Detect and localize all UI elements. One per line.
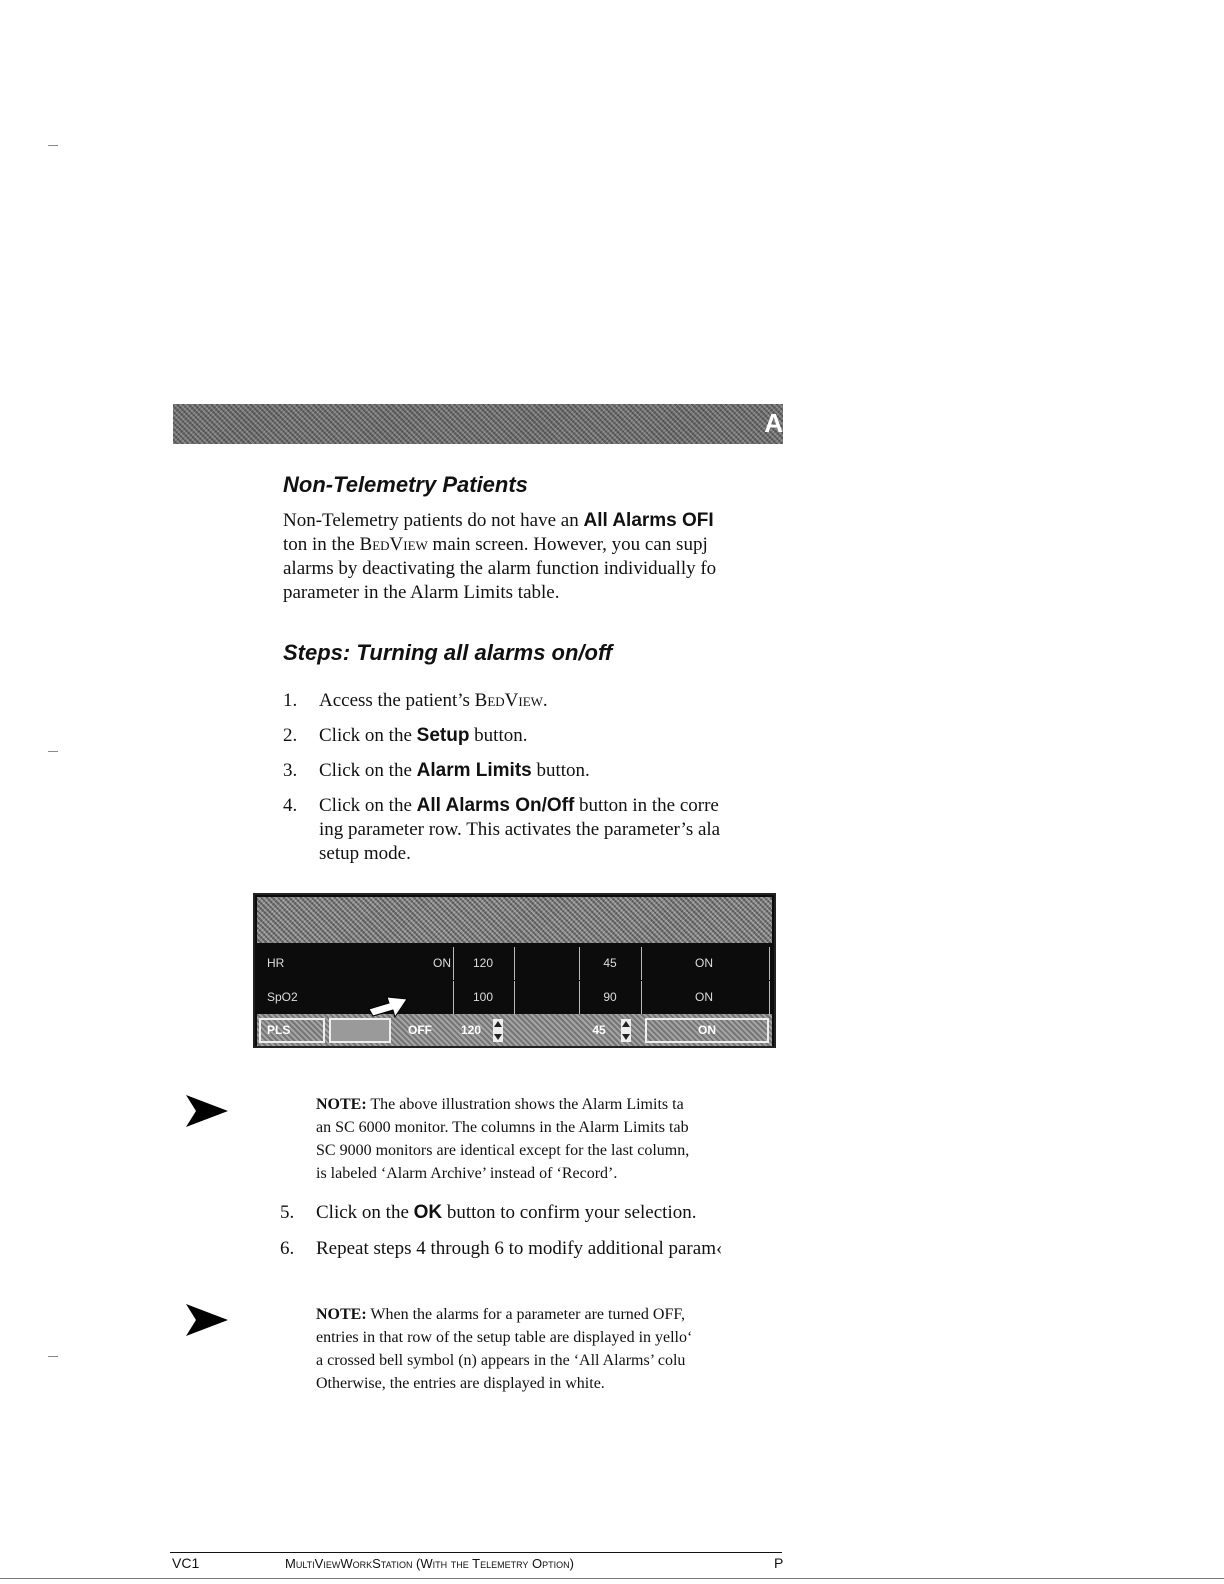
section-title: Non-Telemetry Patients [283,472,528,497]
step-item: 4. Click on the All Alarms On/Off button in the corre ing parameter row. This activates the parameter’s ala setup mode. [283,795,721,864]
section-paragraph: Non-Telemetry patients do not have an All Alarms OFI ton in the BedView main screen. However, you can supj alarms by deactivating the alarm function individually fo parameter in the Alarm Limits table. [283,510,717,603]
high-limit-spinner[interactable] [493,1019,503,1042]
step-item: 1. Access the patient’s BedView. [283,690,548,711]
alarm-cell: ON [433,956,451,970]
step-item: 6. Repeat steps 4 through 6 to modify additional param‹ [280,1238,723,1259]
chapter-header-bar [173,404,783,444]
footer-chapter-code: VC1 [172,1555,200,1571]
alarm-cell: OFF [408,1023,432,1037]
high-limit-cell: 120 [472,956,494,970]
high-limit-cell: 120 [460,1023,482,1037]
record-cell: ON [695,990,713,1004]
low-limit-cell: 45 [592,1023,606,1037]
chapter-letter: A [764,408,783,438]
note-arrow-icon [186,1302,228,1338]
low-limit-spinner[interactable] [621,1019,631,1042]
table-header [257,897,772,943]
note-block: NOTE: When the alarms for a parameter are turned OFF, entries in that row of the setup table are displayed in yello‘ a crossed bell symbol (n) appears in the ‘All Alarms’ colu Otherwise, the entries are displayed in white. [316,1306,693,1392]
margin-mark [48,145,58,146]
alarm-limits-screenshot [253,893,776,1048]
footer-page: P [774,1555,784,1571]
section-title: Steps: Turning all alarms on/off [283,640,613,665]
footer-rule [170,1552,782,1553]
record-cell: ON [698,1023,716,1037]
param-cell: PLS [267,1023,291,1037]
table-row-hr [257,947,772,980]
footer-title: MultiViewWorkStation (With the Telemetry Option) [285,1556,574,1571]
note-arrow-icon [186,1093,228,1129]
footer-rule [0,1578,1224,1579]
margin-mark [48,751,58,752]
low-limit-cell: 45 [603,956,617,970]
step-item: 2. Click on the Setup button. [283,725,528,746]
margin-mark [48,1356,58,1357]
param-cell: HR [267,956,285,970]
table-row-spo2 [257,981,772,1014]
low-limit-cell: 90 [603,990,617,1004]
step-item: 3. Click on the Alarm Limits button. [283,760,590,781]
param-cell: SpO2 [267,990,298,1004]
step-item: 5. Click on the OK button to confirm your selection. [280,1202,697,1223]
record-cell: ON [695,956,713,970]
note-block: NOTE: The above illustration shows the Alarm Limits ta an SC 6000 monitor. The columns in the Alarm Limits tab SC 9000 monitors are identical except for the last column, is labeled ‘Alarm Archive’ instead of ‘Record’. [316,1096,690,1182]
table-row-pls-edit [257,1014,772,1047]
pointer-arrow-icon [367,989,411,1029]
high-limit-cell: 100 [472,990,494,1004]
